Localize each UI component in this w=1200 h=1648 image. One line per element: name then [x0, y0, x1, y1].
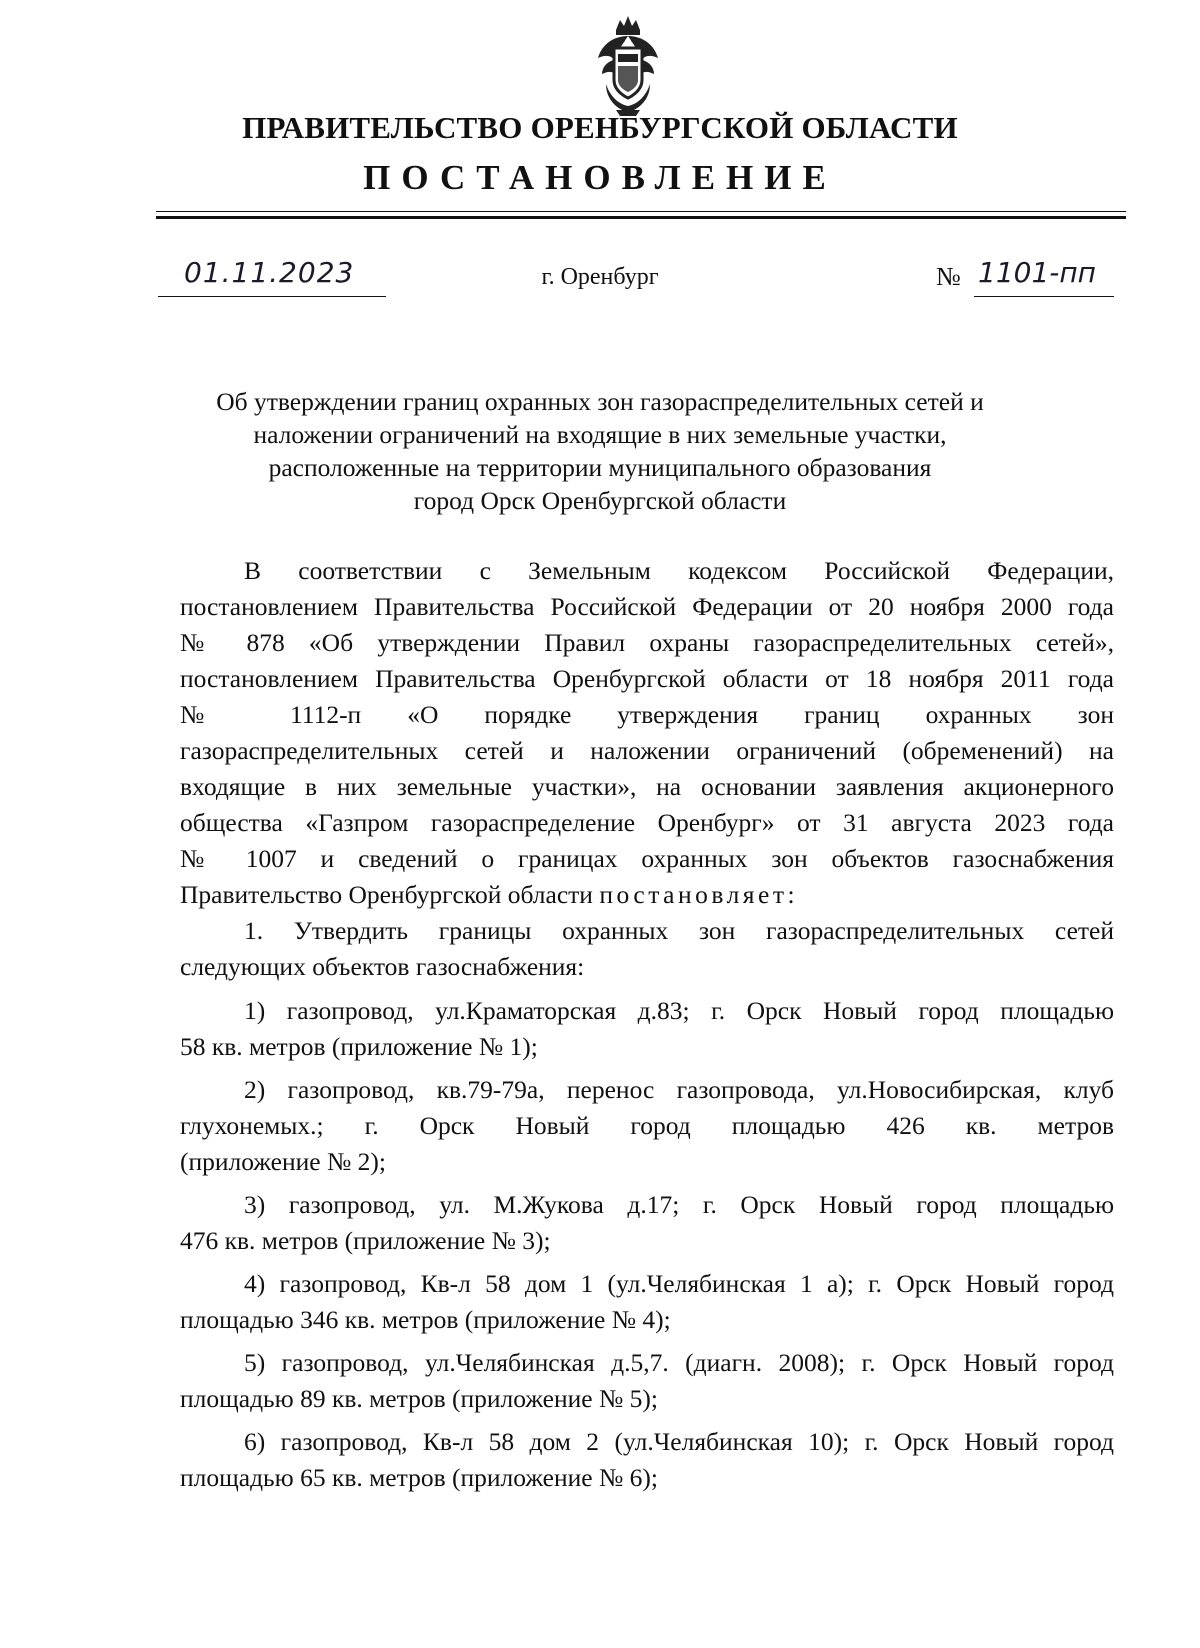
list-item-line: площадью 346 кв. метров (приложение № 4); — [180, 1305, 671, 1334]
preamble-line: газораспределительных сетей и наложении ограничений (обременений) на — [180, 736, 1114, 765]
preamble-line: входящие в них земельные участки», на основании заявления акционерного — [180, 772, 1114, 801]
coat-of-arms-icon — [592, 14, 664, 116]
preamble-line: постановлением Правительства Российской Федерации от 20 ноября 2000 года — [180, 592, 1114, 621]
preamble-line: № 1007 и сведений о границах охранных зон объектов газоснабжения — [180, 844, 1114, 873]
document-number: 1101-пп — [978, 256, 1096, 289]
number-field — [974, 256, 1114, 297]
subject-line: наложении ограничений на входящие в них земельные участки, — [253, 420, 947, 449]
list-item-line: 476 кв. метров (приложение № 3); — [180, 1226, 551, 1255]
subject-line: Об утверждении границ охранных зон газораспределительных сетей и — [216, 387, 984, 416]
preamble-line: № 1112-п «О порядке утверждения границ охранных зон — [180, 700, 1114, 729]
document-subject — [0, 385, 1200, 517]
decree-word: постановляет: — [599, 880, 799, 909]
decree-prefix: Правительство Оренбургской области — [180, 880, 600, 909]
subject-line: город Орск Оренбургской области — [413, 486, 787, 515]
list-item-line: 2) газопровод, кв.79-79а, перенос газопровода, ул.Новосибирская, клуб — [244, 1075, 1114, 1104]
organization-title: ПРАВИТЕЛЬСТВО ОРЕНБУРГСКОЙ ОБЛАСТИ — [242, 110, 958, 145]
header-divider — [156, 216, 1126, 219]
list-item-line: (приложение № 2); — [180, 1147, 386, 1176]
document-date: 01.11.2023 — [184, 256, 355, 289]
decree-line — [180, 878, 1114, 912]
list-item-line: 3) газопровод, ул. М.Жукова д.17; г. Орск Новый город площадью — [244, 1190, 1114, 1219]
preamble-line: В соответствии с Земельным кодексом Российской Федерации, — [244, 556, 1114, 585]
preamble-line: постановлением Правительства Оренбургской области от 18 ноября 2011 года — [180, 664, 1114, 693]
preamble-line: общества «Газпром газораспределение Оренбург» от 31 августа 2023 года — [180, 808, 1114, 837]
list-item-line: 5) газопровод, ул.Челябинская д.5,7. (диагн. 2008); г. Орск Новый город — [244, 1348, 1114, 1377]
list-item-line: 6) газопровод, Кв-л 58 дом 2 (ул.Челябинская 10); г. Орск Новый город — [244, 1427, 1114, 1456]
preamble-line: № 878 «Об утверждении Правил охраны газораспределительных сетей», — [180, 628, 1114, 657]
clause-line: 1. Утвердить границы охранных зон газораспределительных сетей — [244, 916, 1114, 945]
clause-line: следующих объектов газоснабжения: — [180, 952, 585, 981]
number-sign: № — [936, 262, 961, 291]
header-divider-thin — [156, 211, 1126, 212]
list-item-line: глухонемых.; г. Орск Новый город площадью 426 кв. метров — [180, 1111, 1114, 1140]
list-item-line: 4) газопровод, Кв-л 58 дом 1 (ул.Челябинская 1 а); г. Орск Новый город — [244, 1269, 1114, 1298]
subject-line: расположенные на территории муниципального образования — [268, 453, 932, 482]
document-type: ПОСТАНОВЛЕНИЕ — [363, 158, 837, 197]
city: г. Оренбург — [541, 264, 659, 290]
list-item-line: площадью 89 кв. метров (приложение № 5); — [180, 1384, 658, 1413]
list-item-line: площадью 65 кв. метров (приложение № 6); — [180, 1463, 658, 1492]
list-item-line: 58 кв. метров (приложение № 1); — [180, 1032, 538, 1061]
list-item-line: 1) газопровод, ул.Краматорская д.83; г. Орск Новый город площадью — [244, 996, 1114, 1025]
